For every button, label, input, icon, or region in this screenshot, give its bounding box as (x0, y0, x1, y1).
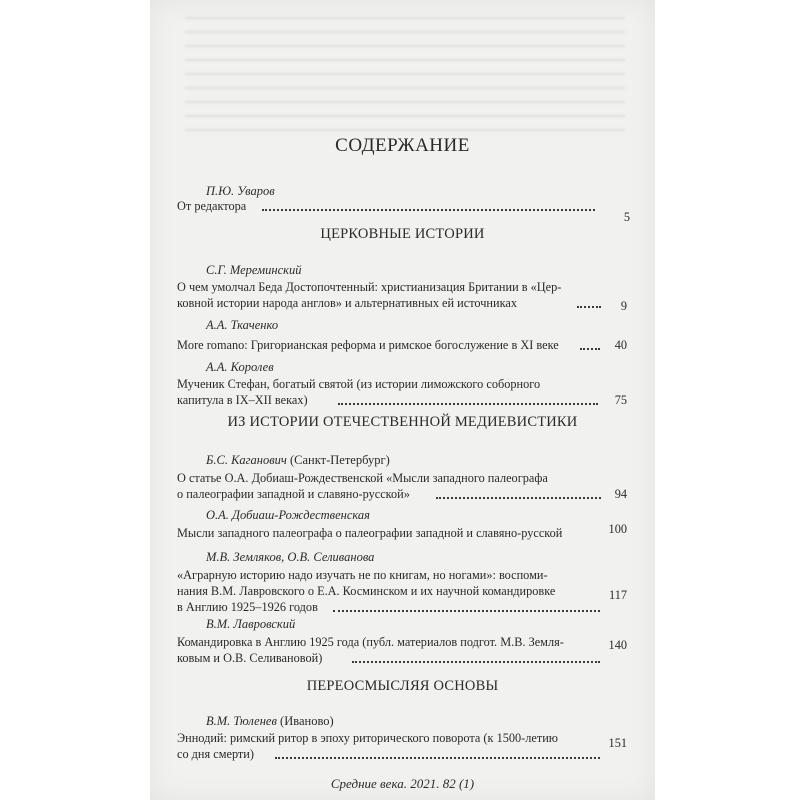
dot-leader (275, 757, 600, 759)
section-heading: ПЕРЕОСМЫСЛЯЯ ОСНОВЫ (306, 678, 499, 694)
dot-leader (262, 209, 595, 211)
entry-title-line: «Аграрную историю надо изучать не по книгам, но ногами»: воспоми- (177, 568, 548, 582)
page-number: 40 (614, 338, 627, 352)
entry-author: О.А. Добиаш-Рождественская (206, 508, 370, 522)
entry-author: А.А. Королев (206, 360, 274, 374)
page-number: 117 (609, 588, 627, 602)
entry-author: С.Г. Мереминский (206, 263, 302, 277)
entry-title-line: От редактора (177, 199, 247, 213)
dot-leader (436, 497, 601, 499)
author-city: (Иваново) (276, 714, 334, 728)
running-footer: Средние века. 2021. 82 (1) (330, 776, 475, 791)
page-number: 151 (608, 736, 627, 750)
entry-title-line: капитула в IX–XII веках) (177, 393, 308, 407)
entry-author: П.Ю. Уваров (206, 184, 275, 198)
entry-author: А.А. Ткаченко (206, 318, 279, 332)
section-heading: ИЗ ИСТОРИИ ОТЕЧЕСТВЕННОЙ МЕДИЕВИСТИКИ (227, 414, 578, 430)
entry-title-line: More romano: Григорианская реформа и римское богослужение в XI веке (177, 338, 559, 352)
page-number: 5 (623, 210, 630, 224)
page-number: 100 (608, 522, 627, 536)
entry-title-line: Эннодий: римский ритор в эпоху риторического поворота (к 1500-летию (177, 731, 558, 745)
entry-title-line: Мысли западного палеографа о палеографии западной и славяно-русской (177, 526, 563, 540)
author-name: В.М. Тюленев (206, 714, 277, 728)
entry-title-line: О статье О.А. Добиаш-Рождественской «Мысли западного палеографа (177, 471, 548, 485)
entry-author: В.М. Лавровский (206, 617, 296, 631)
page-number: 9 (620, 299, 627, 313)
entry-title-line: ковной истории народа англов» и альтернативных ей источниках (177, 296, 517, 310)
bleed-through-text (185, 8, 625, 138)
entry-title-line: нания В.М. Лавровского о Е.А. Косминском и их научной командировке (177, 584, 556, 598)
author-city: (Санкт-Петербург) (286, 453, 390, 467)
entry-author (206, 453, 390, 468)
dot-leader (333, 610, 600, 612)
page-number: 75 (614, 393, 627, 407)
entry-title-line: О чем умолчал Беда Достопочтенный: христианизация Британии в «Цер- (177, 280, 562, 294)
dot-leader (338, 403, 598, 405)
entry-author (206, 714, 334, 729)
entry-title-line: в Англию 1925–1926 годов (177, 600, 318, 614)
entry-title-line: ковым и О.В. Селивановой) (177, 651, 323, 665)
page-number: 140 (608, 638, 627, 652)
dot-leader (352, 661, 600, 663)
entry-title-line: Командировка в Англию 1925 года (публ. материалов подгот. М.В. Земля- (177, 635, 564, 649)
entry-title-line: со дня смерти) (177, 747, 254, 761)
entry-title-line: Мученик Стефан, богатый святой (из истории лиможского соборного (177, 377, 541, 391)
entry-author: М.В. Земляков, О.В. Селиванова (206, 550, 375, 564)
page-number: 94 (614, 487, 627, 501)
contents-title: СОДЕРЖАНИЕ (335, 135, 470, 156)
author-name: Б.С. Каганович (206, 453, 287, 467)
section-heading: ЦЕРКОВНЫЕ ИСТОРИИ (320, 226, 485, 242)
entry-title-line: о палеографии западной и славяно-русской» (177, 487, 410, 501)
